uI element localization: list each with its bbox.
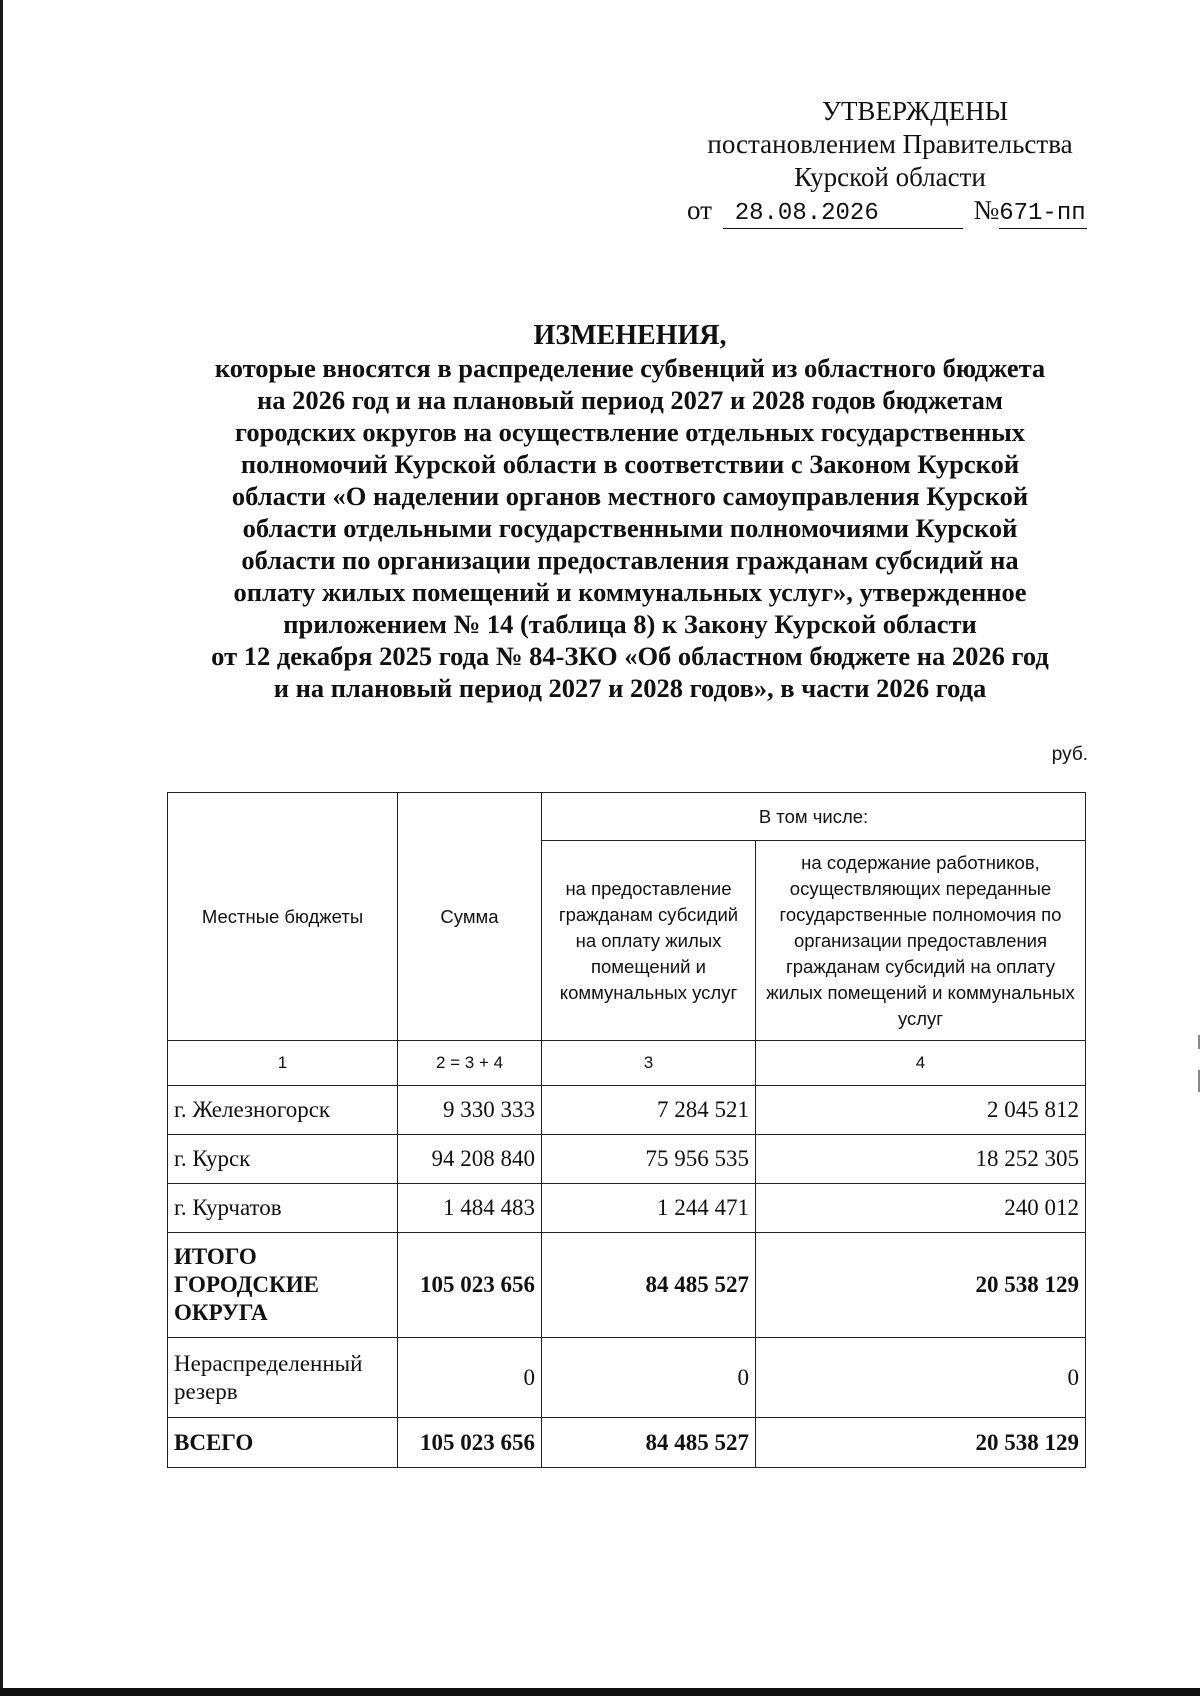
- title-line: на 2026 год и на плановый период 2027 и 2028 годов бюджетам: [257, 385, 1003, 415]
- row-sum: 9 330 333: [398, 1086, 542, 1135]
- row-subsidies: 84 485 527: [542, 1418, 756, 1468]
- title-line: от 12 декабря 2025 года № 84-ЗКО «Об областном бюджете на 2026 год: [211, 641, 1049, 671]
- row-sum: 105 023 656: [398, 1418, 542, 1468]
- row-staff: 20 538 129: [756, 1233, 1086, 1338]
- row-subsidies: 1 244 471: [542, 1184, 756, 1233]
- title-line: области «О наделении органов местного самоуправления Курской: [231, 481, 1029, 511]
- scan-bottom-edge: [0, 1688, 1200, 1696]
- row-sum: 94 208 840: [398, 1135, 542, 1184]
- row-staff: 2 045 812: [756, 1086, 1086, 1135]
- row-name: г. Курск: [168, 1135, 398, 1184]
- number-sign: №: [973, 195, 1000, 225]
- table-row-grand-total: [168, 1418, 1086, 1468]
- table-row: [168, 1184, 1086, 1233]
- date-prefix: от: [687, 195, 712, 225]
- approval-date-line: [680, 194, 1100, 229]
- header-including: В том числе:: [542, 793, 1086, 841]
- title-heading: ИЗМЕНЕНИЯ,: [533, 320, 727, 351]
- table-row: [168, 1338, 1086, 1418]
- title-line: приложением № 14 (таблица 8) к Закону Курской области: [283, 609, 977, 639]
- title-line: которые вносятся в распределение субвенций из областного бюджета: [214, 353, 1046, 383]
- approval-block: [680, 95, 1100, 229]
- table-row: [168, 1135, 1086, 1184]
- header-subsidies: на предоставление гражданам субсидий на оплату жилых помещений и коммунальных услуг: [542, 841, 756, 1041]
- title-line: городских округов на осуществление отдельных государственных: [234, 417, 1026, 447]
- column-number-row: [168, 1041, 1086, 1086]
- approval-heading: УТВЕРЖДЕНЫ: [821, 96, 1009, 126]
- column-number: 4: [756, 1041, 1086, 1086]
- column-number: 2 = 3 + 4: [398, 1041, 542, 1086]
- column-number: 1: [168, 1041, 398, 1086]
- approval-line: Курской области: [794, 162, 986, 192]
- row-name: ВСЕГО: [168, 1418, 398, 1468]
- approval-date: 28.08.2026: [723, 200, 963, 229]
- row-staff: 20 538 129: [756, 1418, 1086, 1468]
- table-row-total: [168, 1233, 1086, 1338]
- header-staff: на содержание работников, осуществляющих переданные государственные полномочия по организации предоставления гражданам субсидий на оплату жилых помещений и коммунальных услуг: [756, 841, 1086, 1041]
- row-staff: 0: [756, 1338, 1086, 1418]
- currency-unit: руб.: [1051, 744, 1088, 765]
- title-line: оплату жилых помещений и коммунальных услуг», утвержденное: [233, 577, 1027, 607]
- row-subsidies: 75 956 535: [542, 1135, 756, 1184]
- table-header-row: [168, 793, 1086, 841]
- title-line: и на плановый период 2027 и 2028 годов», в части 2026 года: [273, 673, 987, 703]
- row-sum: 1 484 483: [398, 1184, 542, 1233]
- row-sum: 105 023 656: [398, 1233, 542, 1338]
- row-subsidies: 7 284 521: [542, 1086, 756, 1135]
- title-line: полномочий Курской области в соответствии с Законом Курской: [240, 449, 1020, 479]
- row-subsidies: 0: [542, 1338, 756, 1418]
- row-staff: 240 012: [756, 1184, 1086, 1233]
- title-line: области отдельными государственными полномочиями Курской: [242, 513, 1018, 543]
- row-name: ИТОГО ГОРОДСКИЕ ОКРУГА: [168, 1233, 398, 1338]
- header-local-budgets: Местные бюджеты: [168, 793, 398, 1041]
- row-name: г. Железногорск: [168, 1086, 398, 1135]
- row-name: г. Курчатов: [168, 1184, 398, 1233]
- header-sum: Сумма: [398, 793, 542, 1041]
- row-subsidies: 84 485 527: [542, 1233, 756, 1338]
- title-line: области по организации предоставления гражданам субсидий на: [241, 545, 1019, 575]
- scan-left-edge: [0, 0, 3, 1696]
- table-row: [168, 1086, 1086, 1135]
- column-number: 3: [542, 1041, 756, 1086]
- row-staff: 18 252 305: [756, 1135, 1086, 1184]
- approval-line: постановлением Правительства: [707, 129, 1073, 159]
- row-sum: 0: [398, 1338, 542, 1418]
- approval-number: 671-пп: [999, 200, 1086, 227]
- budget-table: [167, 792, 1086, 1468]
- document-title: [160, 320, 1100, 704]
- row-name: Нераспределенный резерв: [168, 1338, 398, 1418]
